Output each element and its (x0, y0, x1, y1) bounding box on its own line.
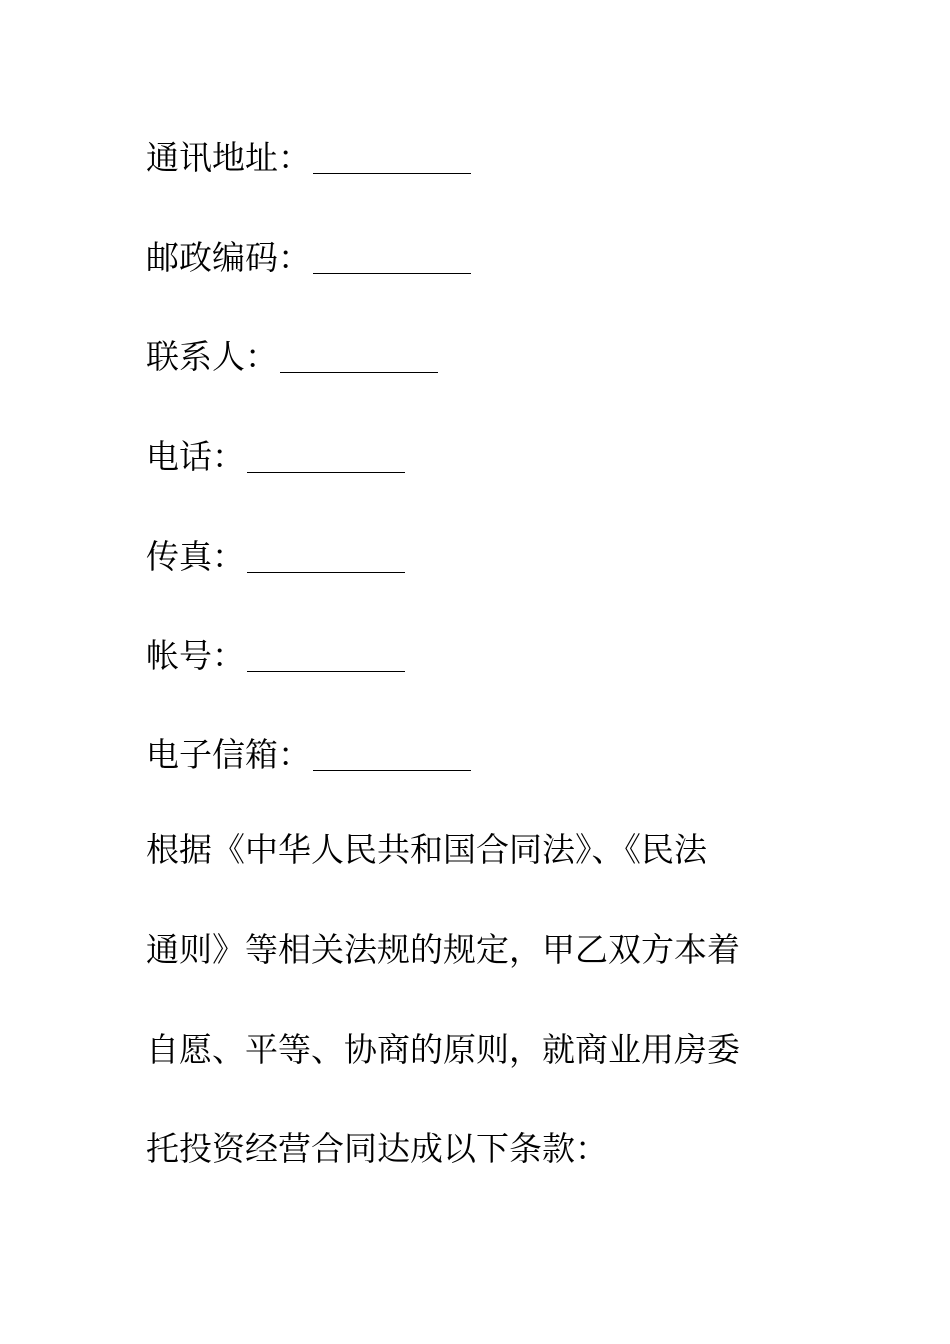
fax-blank-line (247, 540, 405, 573)
contact-person-field (146, 327, 438, 377)
email-field (146, 725, 471, 775)
address-label: 通讯地址： (146, 138, 311, 177)
paragraph-line: 自愿、平等、协商的原则，就商业用房委 (146, 1030, 740, 1069)
phone-field (146, 427, 405, 477)
account-blank-line (247, 639, 405, 672)
phone-label: 电话： (146, 437, 245, 476)
account-label: 帐号： (146, 636, 245, 675)
contact-person-label: 联系人： (146, 337, 278, 376)
phone-blank-line (247, 440, 405, 473)
paragraph-line: 托投资经营合同达成以下条款： (146, 1129, 608, 1168)
paragraph-line: 根据《中华人民共和国合同法》、《民法 (146, 830, 707, 869)
fax-label: 传真： (146, 537, 245, 576)
contact-person-blank-line (280, 340, 438, 373)
account-field (146, 626, 405, 676)
email-label: 电子信箱： (146, 735, 311, 774)
address-field (146, 128, 471, 178)
postal-code-field (146, 228, 471, 278)
address-blank-line (313, 141, 471, 174)
paragraph-line: 通则》等相关法规的规定，甲乙双方本着 (146, 930, 740, 969)
postal-code-label: 邮政编码： (146, 238, 311, 277)
email-blank-line (313, 738, 471, 771)
postal-code-blank-line (313, 241, 471, 274)
fax-field (146, 527, 405, 577)
